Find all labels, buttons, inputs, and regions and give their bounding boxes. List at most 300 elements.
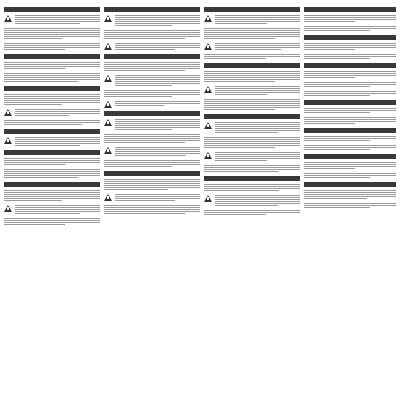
- text-line: [304, 194, 396, 195]
- text-line: [204, 210, 300, 211]
- text-line: [15, 19, 100, 20]
- text-line: [15, 23, 80, 24]
- section-header-bar: [4, 86, 100, 91]
- section-header-bar: [104, 111, 200, 116]
- text-lines: [4, 43, 100, 50]
- text-line: [104, 164, 200, 165]
- text-line: [304, 47, 396, 48]
- text-line: [104, 213, 185, 214]
- text-lines: [304, 82, 396, 87]
- paragraph: [4, 217, 100, 226]
- text-line: [4, 73, 100, 74]
- text-line: [304, 21, 355, 22]
- paragraph: [104, 204, 200, 215]
- text-line: [15, 137, 100, 138]
- paragraph: [104, 14, 200, 27]
- text-lines: [204, 54, 300, 59]
- text-lines: [104, 160, 200, 167]
- text-line: [215, 122, 300, 123]
- text-line: [204, 36, 300, 37]
- column-1: [4, 4, 100, 228]
- text-line: [4, 81, 78, 82]
- text-lines: [115, 119, 200, 130]
- text-line: [4, 100, 100, 101]
- text-line: [215, 47, 300, 48]
- paragraph: [204, 136, 300, 149]
- text-line: [4, 196, 100, 197]
- paragraph: [4, 61, 100, 70]
- text-line: [304, 149, 370, 150]
- paragraph: [204, 209, 300, 216]
- text-line: [4, 68, 65, 69]
- text-lines: [304, 91, 396, 96]
- paragraph: [104, 61, 200, 72]
- text-lines: [215, 15, 300, 24]
- text-line: [4, 220, 100, 221]
- text-line: [204, 56, 300, 57]
- text-line: [304, 140, 370, 141]
- text-line: [115, 119, 200, 120]
- text-line: [304, 164, 396, 165]
- text-line: [4, 77, 100, 78]
- warning-triangle-icon: [104, 101, 112, 108]
- text-lines: [4, 62, 100, 69]
- text-line: [215, 88, 300, 89]
- text-line: [104, 166, 172, 167]
- text-line: [204, 165, 300, 166]
- text-line: [204, 30, 300, 31]
- text-line: [115, 121, 200, 122]
- text-line: [104, 32, 200, 33]
- text-line: [115, 194, 200, 195]
- text-lines: [4, 218, 100, 225]
- text-line: [204, 188, 300, 189]
- text-lines: [115, 15, 200, 26]
- paragraph: [204, 183, 300, 192]
- text-line: [215, 43, 300, 44]
- text-line: [204, 77, 300, 78]
- text-line: [4, 104, 62, 105]
- text-line: [215, 195, 300, 196]
- section-header-bar: [304, 154, 396, 159]
- paragraph: [4, 14, 100, 25]
- paragraph: [304, 81, 396, 88]
- text-line: [4, 34, 100, 35]
- text-line: [115, 19, 200, 20]
- text-line: [15, 145, 80, 146]
- text-line: [215, 23, 267, 24]
- text-line: [4, 102, 100, 103]
- paragraph: [304, 172, 396, 179]
- text-lines: [204, 28, 300, 39]
- text-lines: [304, 71, 396, 78]
- text-line: [304, 119, 396, 120]
- text-line: [215, 92, 300, 93]
- text-line: [104, 90, 200, 91]
- text-line: [104, 70, 185, 71]
- text-line: [115, 25, 172, 26]
- text-line: [115, 79, 200, 80]
- text-lines: [215, 122, 300, 133]
- text-line: [4, 222, 100, 223]
- text-line: [304, 117, 396, 118]
- text-line: [304, 121, 396, 122]
- text-line: [4, 162, 100, 163]
- text-line: [304, 86, 370, 87]
- text-lines: [15, 205, 100, 214]
- paragraph: [304, 70, 396, 79]
- paragraph: [4, 42, 100, 51]
- text-line: [304, 205, 396, 206]
- text-line: [215, 45, 300, 46]
- text-line: [204, 34, 300, 35]
- paragraph: [104, 178, 200, 191]
- section-header-bar: [4, 129, 100, 134]
- text-line: [104, 96, 172, 97]
- text-line: [215, 197, 300, 198]
- text-line: [304, 95, 370, 96]
- text-line: [204, 103, 300, 104]
- text-line: [304, 71, 396, 72]
- text-line: [115, 83, 200, 84]
- text-line: [204, 107, 300, 108]
- text-line: [4, 120, 100, 121]
- text-line: [104, 142, 185, 143]
- section-header-bar: [304, 63, 396, 68]
- paragraph: [4, 204, 100, 215]
- text-lines: [115, 101, 200, 107]
- text-line: [4, 94, 100, 95]
- text-line: [115, 147, 200, 148]
- paragraph: [204, 14, 300, 25]
- text-line: [204, 214, 266, 215]
- section-header-bar: [104, 171, 200, 176]
- text-line: [15, 109, 100, 110]
- text-line: [104, 209, 200, 210]
- text-line: [104, 189, 168, 190]
- text-line: [104, 94, 200, 95]
- paragraph: [4, 189, 100, 202]
- text-lines: [4, 169, 100, 178]
- text-line: [4, 36, 100, 37]
- text-line: [4, 47, 100, 48]
- text-line: [4, 198, 100, 199]
- text-line: [215, 130, 300, 131]
- paragraph: [104, 193, 200, 202]
- text-line: [115, 151, 200, 152]
- warning-triangle-icon: [204, 152, 212, 159]
- paragraph: [304, 53, 396, 60]
- text-line: [304, 91, 396, 92]
- text-line: [15, 141, 100, 142]
- text-line: [104, 211, 200, 212]
- text-line: [4, 194, 100, 195]
- text-line: [304, 28, 396, 29]
- text-lines: [115, 147, 200, 156]
- text-lines: [115, 43, 200, 50]
- text-line: [4, 62, 100, 63]
- section-header-bar: [4, 54, 100, 59]
- text-lines: [104, 179, 200, 190]
- text-line: [304, 56, 396, 57]
- section-header-bar: [104, 7, 200, 12]
- text-line: [115, 127, 200, 128]
- paragraph: [204, 70, 300, 83]
- text-line: [215, 199, 300, 200]
- text-line: [15, 139, 100, 140]
- text-line: [304, 173, 396, 174]
- text-line: [215, 132, 278, 133]
- text-line: [304, 26, 396, 27]
- text-line: [4, 79, 100, 80]
- text-line: [304, 73, 396, 74]
- text-line: [104, 205, 200, 206]
- text-lines: [204, 165, 300, 172]
- paragraph: [104, 133, 200, 144]
- text-line: [304, 162, 396, 163]
- text-line: [215, 205, 278, 206]
- paragraph: [304, 144, 396, 151]
- text-line: [15, 143, 100, 144]
- paragraph: [204, 85, 300, 96]
- text-line: [215, 152, 300, 153]
- text-lines: [4, 94, 100, 105]
- text-lines: [304, 145, 396, 150]
- text-line: [115, 101, 200, 102]
- text-line: [204, 73, 300, 74]
- text-line: [204, 190, 279, 191]
- text-line: [4, 122, 100, 123]
- text-line: [104, 140, 200, 141]
- paragraph: [104, 74, 200, 87]
- text-lines: [304, 117, 396, 124]
- text-lines: [304, 190, 396, 199]
- text-line: [204, 184, 300, 185]
- text-line: [15, 21, 100, 22]
- text-line: [304, 112, 370, 113]
- paragraph: [104, 146, 200, 157]
- text-line: [304, 45, 396, 46]
- text-line: [15, 207, 100, 208]
- text-line: [4, 30, 100, 31]
- paragraph: [104, 118, 200, 131]
- text-line: [4, 66, 100, 67]
- text-line: [104, 160, 200, 161]
- text-line: [215, 128, 300, 129]
- warning-triangle-icon: [204, 122, 212, 129]
- text-line: [4, 169, 100, 170]
- paragraph: [304, 161, 396, 170]
- text-line: [15, 211, 100, 212]
- paragraph: [204, 151, 300, 162]
- text-line: [115, 49, 175, 50]
- paragraph: [304, 25, 396, 32]
- text-line: [15, 213, 80, 214]
- warning-triangle-icon: [104, 147, 112, 154]
- text-line: [4, 28, 100, 29]
- paragraph: [104, 89, 200, 98]
- text-lines: [215, 152, 300, 161]
- text-line: [104, 183, 200, 184]
- warning-triangle-icon: [204, 15, 212, 22]
- paragraph: [204, 53, 300, 60]
- text-line: [215, 154, 300, 155]
- text-lines: [304, 203, 396, 208]
- text-line: [115, 15, 200, 16]
- paragraph: [304, 14, 396, 23]
- section-header-bar: [4, 7, 100, 12]
- section-header-bar: [4, 182, 100, 187]
- text-lines: [304, 173, 396, 178]
- text-line: [4, 124, 82, 125]
- text-line: [4, 96, 100, 97]
- section-header-bar: [204, 63, 300, 68]
- text-line: [304, 168, 355, 169]
- text-line: [104, 34, 200, 35]
- paragraph: [304, 107, 396, 114]
- paragraph: [104, 29, 200, 40]
- text-lines: [15, 15, 100, 24]
- text-lines: [204, 210, 300, 215]
- text-line: [115, 123, 200, 124]
- column-2: [104, 4, 200, 217]
- text-line: [204, 212, 300, 213]
- paragraph: [4, 108, 100, 117]
- text-line: [104, 134, 200, 135]
- text-line: [215, 160, 267, 161]
- text-line: [204, 81, 275, 82]
- text-line: [104, 181, 200, 182]
- text-line: [204, 169, 300, 170]
- paragraph: [4, 72, 100, 83]
- text-line: [215, 86, 300, 87]
- text-line: [304, 207, 370, 208]
- text-lines: [104, 90, 200, 97]
- text-line: [204, 32, 300, 33]
- text-line: [215, 94, 267, 95]
- paragraph: [204, 42, 300, 51]
- text-lines: [4, 158, 100, 165]
- text-line: [4, 75, 100, 76]
- text-lines: [104, 205, 200, 214]
- text-line: [304, 30, 370, 31]
- text-line: [4, 164, 65, 165]
- paragraph: [4, 119, 100, 126]
- text-line: [204, 145, 300, 146]
- text-lines: [204, 99, 300, 110]
- text-line: [204, 101, 300, 102]
- text-line: [15, 17, 100, 18]
- text-line: [215, 17, 300, 18]
- text-line: [304, 49, 355, 50]
- text-line: [304, 145, 396, 146]
- paragraph: [204, 27, 300, 40]
- text-line: [4, 32, 100, 33]
- text-lines: [4, 120, 100, 125]
- paragraph: [304, 90, 396, 97]
- text-line: [304, 147, 396, 148]
- section-header-bar: [104, 54, 200, 59]
- text-line: [115, 149, 200, 150]
- text-line: [4, 218, 100, 219]
- text-line: [215, 21, 300, 22]
- text-line: [304, 75, 396, 76]
- text-line: [304, 84, 396, 85]
- text-line: [304, 203, 396, 204]
- text-line: [215, 15, 300, 16]
- text-line: [215, 124, 300, 125]
- warning-triangle-icon: [204, 43, 212, 50]
- text-line: [104, 138, 200, 139]
- section-header-bar: [204, 7, 300, 12]
- text-line: [304, 58, 370, 59]
- column-3: [204, 4, 300, 218]
- text-line: [204, 141, 300, 142]
- text-lines: [115, 75, 200, 86]
- text-line: [4, 49, 65, 50]
- text-line: [4, 43, 100, 44]
- text-line: [104, 187, 200, 188]
- text-line: [204, 99, 300, 100]
- text-line: [15, 205, 100, 206]
- text-lines: [15, 109, 100, 116]
- paragraph: [4, 157, 100, 166]
- text-lines: [4, 190, 100, 201]
- paragraph: [304, 116, 396, 125]
- text-line: [304, 15, 396, 16]
- text-lines: [215, 43, 300, 50]
- text-line: [304, 93, 396, 94]
- text-line: [115, 196, 200, 197]
- text-line: [115, 77, 200, 78]
- section-header-bar: [304, 35, 396, 40]
- text-line: [4, 177, 78, 178]
- paragraph: [104, 100, 200, 108]
- text-line: [115, 81, 200, 82]
- text-line: [215, 19, 300, 20]
- text-line: [15, 15, 100, 16]
- text-line: [115, 17, 200, 18]
- text-lines: [304, 162, 396, 169]
- text-lines: [15, 137, 100, 146]
- text-lines: [304, 136, 396, 141]
- text-lines: [304, 108, 396, 113]
- text-line: [115, 43, 200, 44]
- text-line: [4, 200, 62, 201]
- text-line: [104, 179, 200, 180]
- warning-triangle-icon: [4, 109, 12, 116]
- text-line: [304, 17, 396, 18]
- text-line: [15, 209, 100, 210]
- warning-triangle-icon: [4, 15, 12, 22]
- paragraph: [4, 93, 100, 106]
- warning-triangle-icon: [104, 75, 112, 82]
- text-line: [4, 171, 100, 172]
- text-line: [4, 158, 100, 159]
- text-line: [204, 58, 266, 59]
- text-line: [104, 36, 200, 37]
- paragraph: [204, 164, 300, 173]
- text-lines: [204, 137, 300, 148]
- text-line: [304, 177, 370, 178]
- section-header-bar: [304, 100, 396, 105]
- text-line: [304, 82, 396, 83]
- text-line: [104, 162, 200, 163]
- text-lines: [304, 54, 396, 59]
- warning-triangle-icon: [104, 43, 112, 50]
- warning-triangle-icon: [4, 137, 12, 144]
- text-line: [204, 143, 300, 144]
